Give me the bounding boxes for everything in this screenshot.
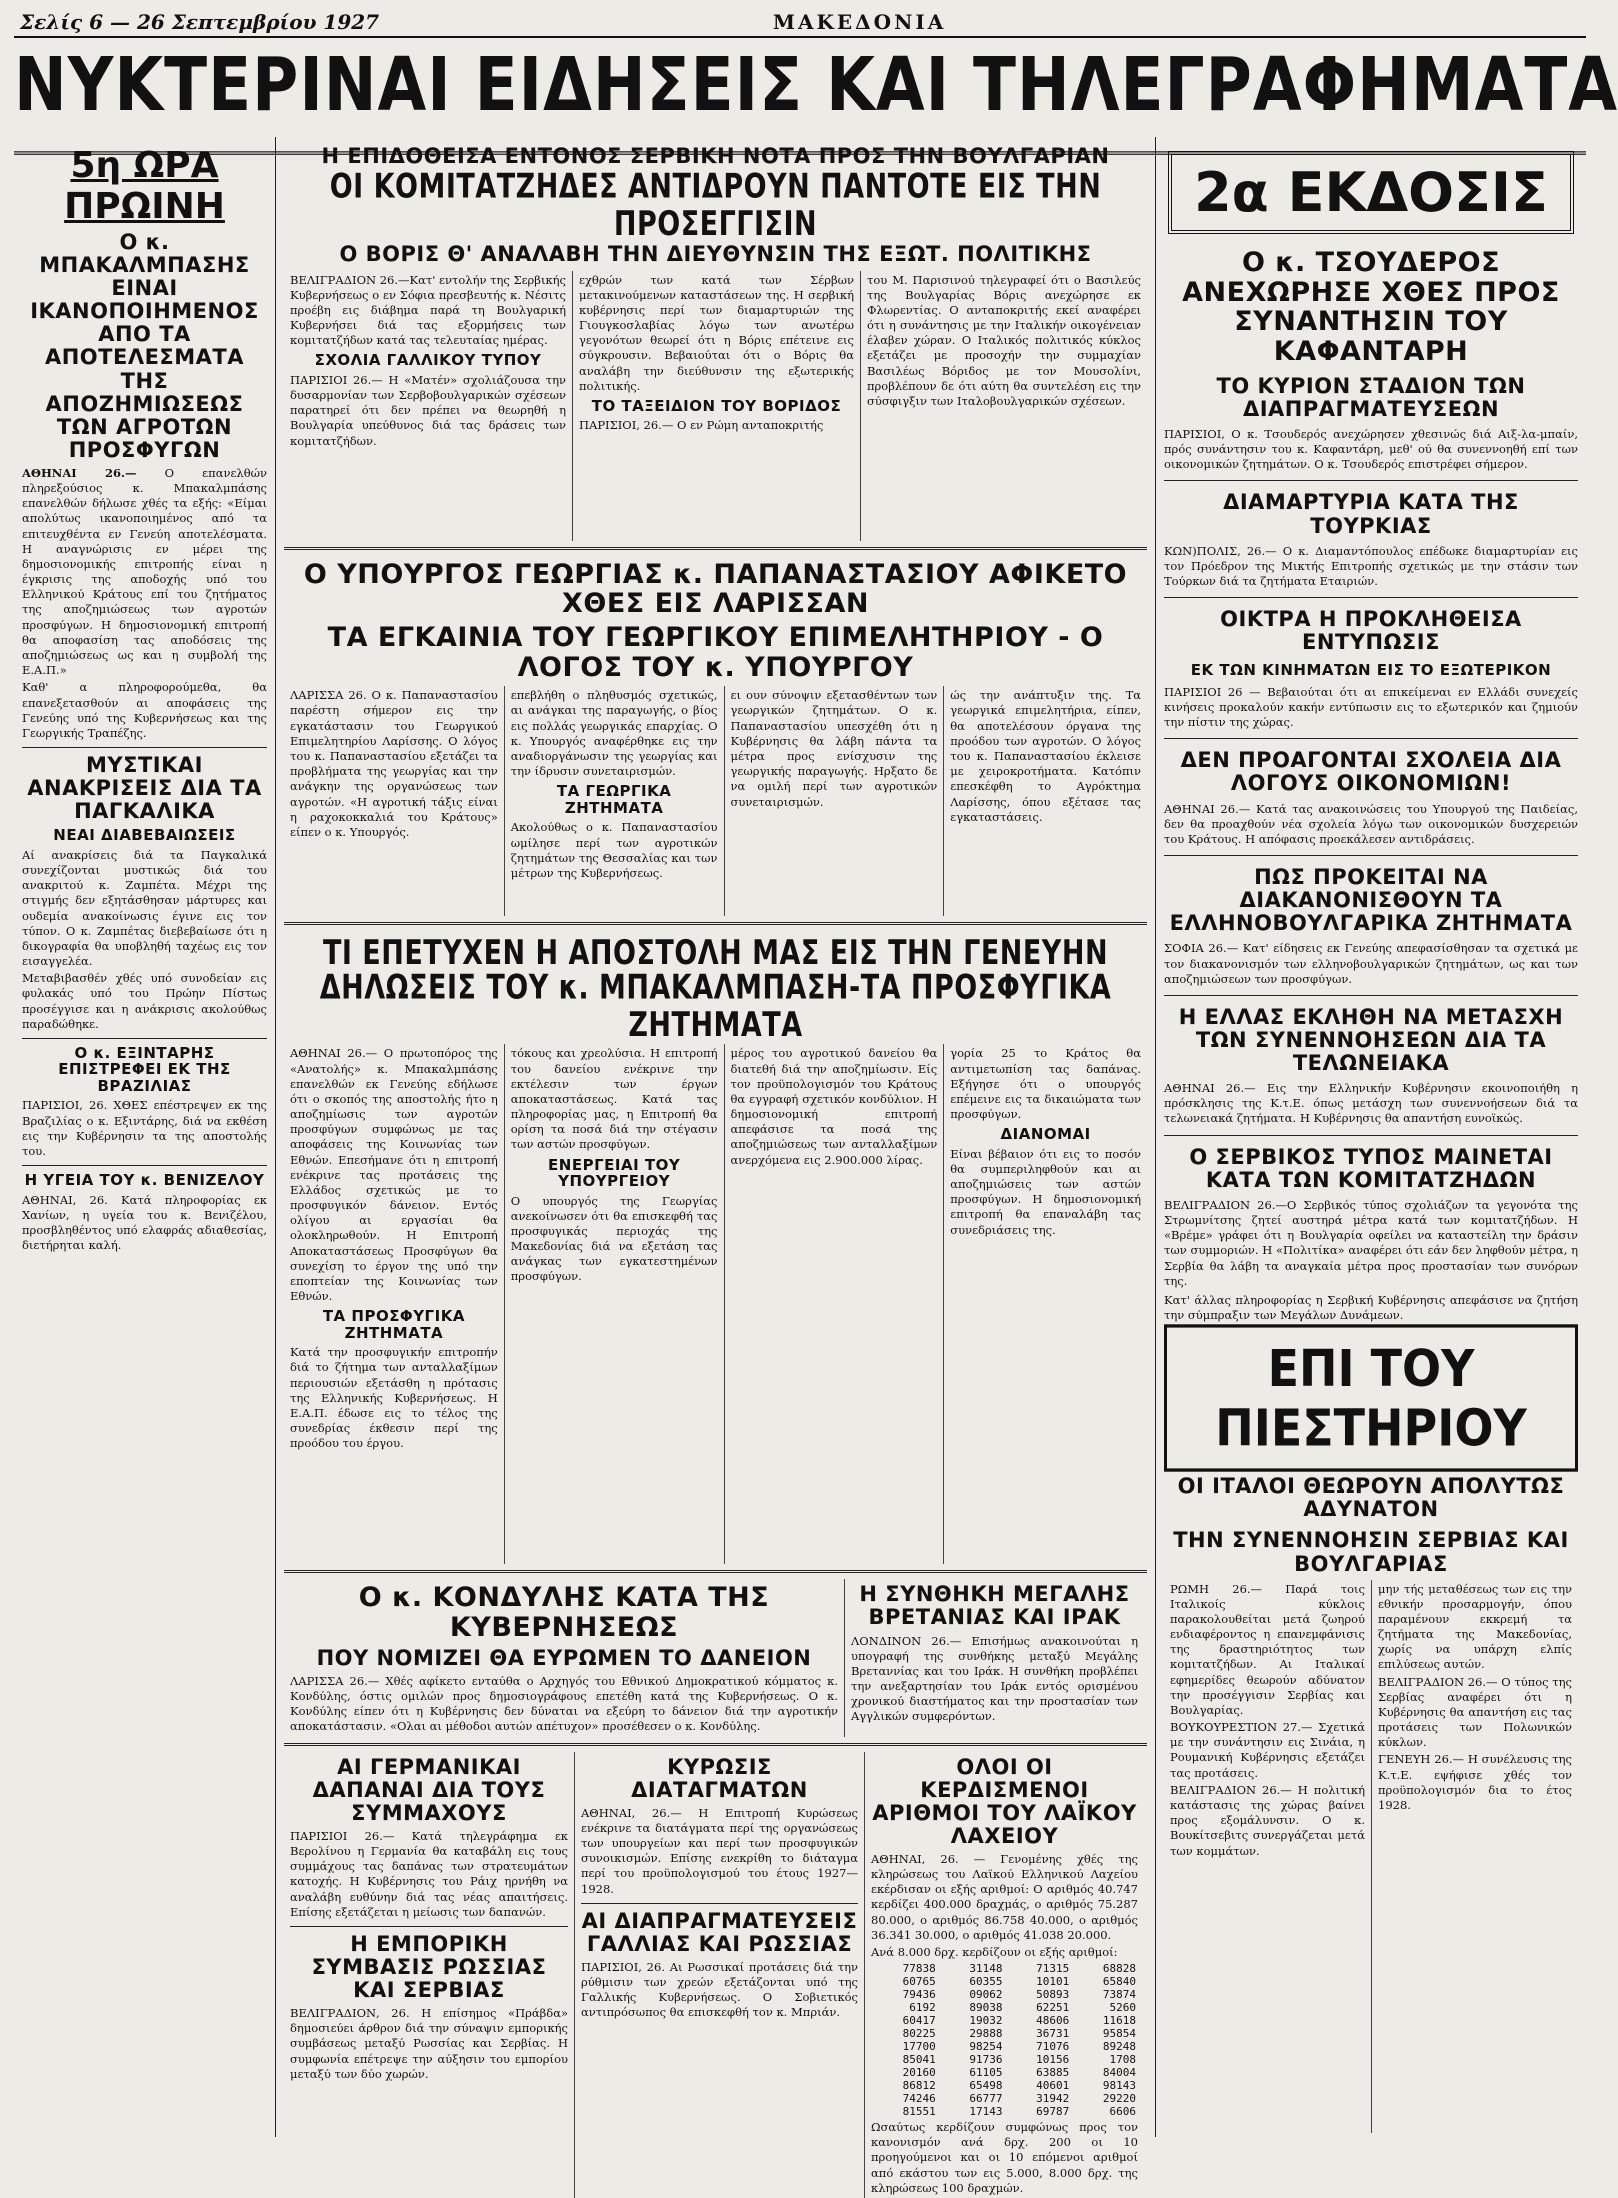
lottery-results <box>864 1752 1144 2198</box>
article-body: Ο υπουργός της Γεωργίας ανεκοίνωσεν ότι θα επισκεφθή τας προσφυγικάς περιοχάς της Μακεδονίας διά να εξετάση τας ανάγκας των εγκατεστημένων προσφύγων. <box>510 1193 718 1284</box>
article-headline: Ο κ. ΚΟΝΔΥΛΗΣ ΚΑΤΑ ΤΗΣ ΚΥΒΕΡΝΗΣΕΩΣ <box>358 1582 770 1644</box>
article-body: Ακολούθως ο κ. Παπαναστασίου ωμίλησε περί των αγροτικών ζητημάτων της Θεσσαλίας και των μέτρων της Κυβερνήσεως. <box>510 820 718 880</box>
article-body: Είναι βέβαιον ότι εις το ποσόν θα συμπεριληφθούν και αι αποζημιώσεις των αστών προσφύγων. Η δημοσιονομική επιτροπή θα επαναλάβη τας συνεδριάσεις της. <box>950 1146 1142 1237</box>
lottery-number: 98254 <box>969 2040 1003 2054</box>
lottery-number: 79436 <box>902 1988 936 2002</box>
article-headline: Ο κ. ΜΠΑΚΑΛΜΠΑΣΗΣ ΕΙΝΑΙ ΙΚΑΝΟΠΟΙΗΜΕΝΟΣ ΑΠΟ ΤΑ ΑΠΟΤΕΛΕΣΜΑΤΑ ΤΗΣ ΑΠΟΖΗΜΙΩΣΕΩΣ ΤΩΝ ΑΓΡΟΤΩΝ ΠΡΟΣΦΥΓΩΝ <box>30 230 259 462</box>
article-body: ΠΑΡΙΣΙΟΙ, 26. Αι Ρωσσικαί προτάσεις διά την ρύθμισιν των χρεών εξετάζονται υπό της Γαλλικής Κυβερνήσεως. Ο Σοβιετικός αντιπρόσωπος θα επισκεφθή τον κ. Μπριάν. <box>581 1959 858 2020</box>
article-body: ΑΘΗΝΑΙ, 26. Κατά πληροφορίας εκ Χανίων, η υγεία του κ. Βενιζέλου, προσβληθέντος υπό ελαφράς αδιαθεσίας, διετήρηται καλή. <box>22 1192 267 1253</box>
article-body: ΛΑΡΙΣΣΑ 26.— Χθές αφίκετο ενταύθα ο Αρχηγός του Εθνικού Δημοκρατικού κόμματος κ. Κονδύλης, όστις ομιλών προς δημοσιογράφους επετέθη κατά της Κυβερνήσεως. Ο κ. Κονδύλης είπεν ότι η Κυβέρνησις δεν δύναται να εξεύρη το δάνειον διά την αγροτικήν αποκατάστασιν. «Ολαι αι μέθοδοι αυτών απέτυχον» προσέθεσεν ο κ. Κονδύλης. <box>290 1673 838 1734</box>
article-geneva <box>284 931 1147 1564</box>
article-headline: ΔΙΑΜΑΡΤΥΡΙΑ ΚΑΤΑ ΤΗΣ ΤΟΥΡΚΙΑΣ <box>1223 490 1519 538</box>
section-subhead: ΤΑ ΠΡΟΣΦΥΓΙΚΑ ΖΗΤΗΜΑΤΑ <box>322 1307 465 1342</box>
article-body: ΑΘΗΝΑΙ, 26. — Γενομένης χθές της κληρώσεως του Λαϊκού Ελληνικού Λαχείου εκέρδισαν οι εξής αριθμοί: Ο αριθμός 40.747 κερδίζει 400.000 δραχμάς, ο αριθμός 75.287 80.000, ο αριθμός 86.758 40.000, ο αριθμός 36.341 30.000, ο αριθμός 41.038 20.000. <box>871 1851 1138 1942</box>
article-serbian-note <box>284 141 1147 541</box>
article-body: ΑΘΗΝΑΙ 26.— Ο πρωτοπόρος της «Ανατολής» κ. Μπακαλμπάσης επανελθών εκ Γενεύης εδήλωσε ότι ο σκοπός της αποστολής ήτο η αποζημίωσις των αγροτών προσφύγων συμφώνως με τας αποφάσεις της Κοινωνίας των Εθνών. Επεσήμανε ότι η επιτροπή ενέκρινε τας προτάσεις της Ελλάδος σχετικώς με το προσφυγικόν δάνειον. Εντός ολίγου αι εργασίαι θα ολοκληρωθούν. Η Επιτροπή Αποκαταστάσεως Προσφύγων θα συνεχίση το έργον της υπό την εποπτείαν της Κοινωνίας των Εθνών. <box>290 1046 498 1304</box>
lottery-number: 60417 <box>902 2014 936 2028</box>
masthead <box>14 10 1586 38</box>
article-body: Αί ανακρίσεις διά τα Παγκαλικά συνεχίζονται μυστικώς διά του ανακριτού κ. Ζαμπέτα. Μέχρι της στιγμής δεν εξητάσθησαν μάρτυρες και ουδεμία ανακοίνωσις έγινε εις τον τύπον. Ο κ. Ζαμπέτας διεβεβαίωσε ότι η δικογραφία θα υποβληθή ταχέως εις τον εισαγγελέα. <box>22 847 267 969</box>
lottery-number: 10101 <box>1036 1975 1070 1989</box>
lottery-number: 29220 <box>1102 2092 1136 2106</box>
edition-label: 5η ΩΡΑ ΠΡΩΙΝΗ <box>64 145 225 227</box>
lottery-number: 29888 <box>969 2027 1003 2041</box>
lottery-number: 81551 <box>902 2105 936 2119</box>
right-column <box>1156 137 1586 2137</box>
lottery-number: 17700 <box>902 2040 936 2054</box>
article-body: Κατά την προσφυγικήν επιτροπήν διά το ζήτημα των ανταλλαξίμων περιουσιών εξετάσθη η πρότασις της Ελληνικής Κυβερνήσεως. Η Ε.Α.Π. έδωσε εις το τέλος της συνεδρίας έκθεσιν περί της προόδου του έργου. <box>290 1345 498 1451</box>
lottery-number: 31942 <box>1036 2092 1070 2106</box>
article-body: μην τής μεταθέσεως των εις την εθνικήν προσαρμογήν, όπου παραμένουν εκκρεμή τα ζητήματα της Μακεδονίας, χωρίς να υπάρχη ελπίς επιλύσεως αυτών. <box>1378 1581 1572 1672</box>
lottery-row <box>871 2001 1138 2014</box>
article-headline: ΔΕΝ ΠΡΟΑΓΟΝΤΑΙ ΣΧΟΛΕΙΑ ΔΙΑ ΛΟΓΟΥΣ ΟΙΚΟΝΟΜΙΩΝ! <box>1180 748 1562 796</box>
article-body: Ανά 8.000 δρχ. κερδίζουν οι εξής αριθμοί: <box>871 1944 1118 1959</box>
article-body: ΠΑΡΙΣΙΟΙ 26.— Κατά τηλεγράφημα εκ Βερολίνου η Γερμανία θα καταβάλη εις τους συμμάχους τας δαπάνας των στρατευμάτων κατοχής. Η Κυβέρνησις του Ράιχ ηρνήθη να αναλάβη ευθύνην διά τας νέας απαιτήσεις. Επίσης εξετάζεται η μείωσις των δαπανών. <box>290 1828 568 1919</box>
article-headline: Η ΕΜΠΟΡΙΚΗ ΣΥΜΒΑΣΙΣ ΡΩΣΣΙΑΣ ΚΑΙ ΣΕΡΒΙΑΣ <box>311 1931 547 2003</box>
section-subhead: ΣΧΟΛΙΑ ΓΑΛΛΙΚΟΥ ΤΥΠΟΥ <box>314 351 542 370</box>
lottery-row <box>871 1975 1138 1988</box>
article-headline: Η ΣΥΝΘΗΚΗ ΜΕΓΑΛΗΣ ΒΡΕΤΑΝΙΑΣ ΚΑΙ ΙΡΑΚ <box>859 1582 1130 1630</box>
article-body: μέρος του αγροτικού δανείου θα διατεθή διά την αποζημίωσιν. Είς τον προϋπολογισμόν του Κράτους θα εγγραφή σχετικόν κονδύλιον. Η δημοσιονομική επιτροπή απεφάσισε τα ποσά της αποζημιώσεως των ανταλλαξίμων ανερχόμενα εις 2.900.000 λίρας. <box>730 1046 938 1167</box>
lottery-number: 89038 <box>969 2001 1003 2015</box>
lottery-number: 71315 <box>1036 1962 1070 1976</box>
lottery-number: 11618 <box>1102 2014 1136 2028</box>
lottery-number: 65498 <box>969 2079 1003 2093</box>
lottery-number: 65840 <box>1102 1975 1136 1989</box>
article-body: ΠΑΡΙΣΙΟΙ, Ο κ. Τσουδερός ανεχώρησεν χθεσινώς διά Αιξ-λα-μπαίν, πρός συνάντησιν του κ. Καφαντάρη, μεθ' ού θα συνεννοηθή επί των οικονομικών ζητημάτων. Ο κ. Τσουδερός επιστρέφει σήμερον. <box>1164 426 1578 472</box>
lottery-number: 60355 <box>969 1975 1003 1989</box>
lottery-row <box>871 2066 1138 2079</box>
article-headline: Η ΕΛΛΑΣ ΕΚΛΗΘΗ ΝΑ ΜΕΤΑΣΧΗ ΤΩΝ ΣΥΝΕΝΝΟΗΣΕΩΝ ΔΙΑ ΤΑ ΤΕΛΩΝΕΙΑΚΑ <box>1178 1004 1564 1076</box>
article-headline: ΔΗΛΩΣΕΙΣ ΤΟΥ κ. ΜΠΑΚΑΛΜΠΑΣΗ-ΤΑ ΠΡΟΣΦΥΓΙΚΑ ΖΗΤΗΜΑΤΑ <box>319 968 1112 1045</box>
section-subhead: ΔΙΑΝΟΜΑΙ <box>1000 1125 1091 1144</box>
lottery-row <box>871 1988 1138 2001</box>
article-body: του Μ. Παρισινού τηλεγραφεί ότι ο Βασιλεύς της Βουλγαρίας Βόρις ανεχώρησε εκ Φλωρεντίας. Ο ανταποκριτής εκεί αναφέρει ότι η συνάντησις με την Ιταλικήν οικογένειαν έλαβεν χώραν. Ο Ιταλικός πολιτικός κύκλος εξετάζει με προσοχήν την συμμαχίαν Βασιλέως Βόριδος με τον Μουσολίνι, προβλέπουν δε ότι αύτη θα συντελέση εις την σύσφιγξιν των Ιταλοβουλγαρικών σχέσεων. <box>866 272 1141 408</box>
article-headline: Ο ΣΕΡΒΙΚΟΣ ΤΥΠΟΣ ΜΑΙΝΕΤΑΙ ΚΑΤΑ ΤΩΝ ΚΟΜΙΤΑΤΖΗΔΩΝ <box>1189 1144 1553 1192</box>
page-banner: ΝΥΚΤΕΡΙΝΑΙ ΕΙΔΗΣΕΙΣ ΚΑΙ ΤΗΛΕΓΡΑΦΗΜΑΤΑ <box>14 38 1586 155</box>
article-body: Καθ' α πληροφορούμεθα, θα επανεξετασθούν αι αποφάσεις της Γενεύης υπό της Κυβερνήσεως και της Γεωργικής Τραπέζης. <box>22 680 267 740</box>
article-headline: ΠΩΣ ΠΡΟΚΕΙΤΑΙ ΝΑ ΔΙΑΚΑΝΟΝΙΣΘΟΥΝ ΤΑ ΕΛΛΗΝΟΒΟΥΛΓΑΡΙΚΑ ΖΗΤΗΜΑΤΑ <box>1169 865 1573 936</box>
lottery-number: 73874 <box>1102 1988 1136 2002</box>
lottery-row <box>871 2053 1138 2066</box>
lottery-number: 91736 <box>969 2053 1003 2067</box>
article-kondylis <box>284 1579 844 1736</box>
article-headline: ΟΛΟΙ ΟΙ ΚΕΡΔΙΣΜΕΝΟΙ ΑΡΙΘΜΟΙ ΤΟΥ ΛΑΪΚΟΥ ΛΑΧΕΙΟΥ <box>872 1754 1137 1848</box>
article-subheadline: ΝΕΑΙ ΔΙΑΒΕΒΑΙΩΣΕΙΣ <box>53 826 236 845</box>
lottery-number: 48606 <box>1036 2014 1070 2028</box>
article-body: ΚΩΝ)ΠΟΛΙΣ, 26.— Ο κ. Διαμαντόπουλος επέδωκε διαμαρτυρίαν εις τον Πρόεδρον της Μικτής Επιτροπής σχετικώς με την στάσιν των Τούρκων διά τα ζητήματα Εταιριών. <box>1164 543 1578 588</box>
lottery-number: 63885 <box>1036 2066 1070 2080</box>
article-body: ΑΘΗΝΑΙ 26.— Ο επανελθών πληρεξούσιος κ. Μπακαλμπάσης επανελθών δήλωσε χθές τα εξής: «Είμαι απολύτως ικανοποιημένος από τα επιτευχθέντα εν Γενεύη αποτελέσματα. Η αναγνώρισις εν μέρει της δημοσιονομικής επιτροπής είναι η έγκρισις της αποδοχής υπό του Ελληνικού Κράτους επί του ζητήματος της αποζημιώσεως των αγροτών προσφύγων. Η δημοσιονομική επιτροπή θα αποφασίση τας αποδόσεις της αποζημιώσεως ως και η συμβολή της Ε.Α.Π.» <box>22 465 267 678</box>
section-subhead: ΤΟ ΤΑΞΕΙΔΙΟΝ ΤΟΥ ΒΟΡΙΔΟΣ <box>591 396 842 415</box>
lottery-number: 98143 <box>1102 2079 1136 2093</box>
lottery-number: 89248 <box>1102 2040 1136 2054</box>
lottery-number: 71076 <box>1036 2040 1070 2054</box>
lottery-number: 50893 <box>1036 1988 1070 2002</box>
article-headline: Η ΥΓΕΙΑ ΤΟΥ κ. ΒΕΝΙΖΕΛΟΥ <box>24 1171 265 1190</box>
lottery-number: 95854 <box>1102 2027 1136 2041</box>
article-subheadline: ΕΚ ΤΩΝ ΚΙΝΗΜΑΤΩΝ ΕΙΣ ΤΟ ΕΞΩΤΕΡΙΚΟΝ <box>1190 661 1552 680</box>
lottery-number: 6192 <box>909 2001 936 2015</box>
lottery-row <box>871 2027 1138 2040</box>
article-body: ΓΕΝΕΥΗ 26.— Η συνέλευσις της Κ.τ.Ε. εψήφισε χθές τον προϋπολογισμόν δια το έτος 1928. <box>1378 1752 1572 1812</box>
lottery-number: 40601 <box>1036 2079 1070 2093</box>
lottery-number: 74246 <box>902 2092 936 2106</box>
lottery-number: 31148 <box>969 1962 1003 1976</box>
article-body: ΒΕΛΙΓΡΑΔΙΟΝ, 26. Η επίσημος «Πράβδα» δημοσιεύει άρθρον διά την σύναψιν εμπορικής συμβάσεως μεταξύ Ρωσσίας και Σερβίας. Η συμφωνία επέτρεψε την αύξησιν του εμπορίου μεταξύ των δύο χωρών. <box>290 2006 568 2081</box>
article-body: ΣΟΦΙΑ 26.— Κατ' είδησεις εκ Γενεύης απεφασίσθησαν τα σχετικά με τον διακανονισμόν των ελληνοβουλγαρικών ζητημάτων, ως και των αποζημιώσεων των προσφύγων. <box>1164 941 1578 986</box>
lottery-number: 20160 <box>902 2066 936 2080</box>
article-body: ΠΑΡΙΣΙΟΙ 26 — Βεβαιούται ότι αι επικείμεναι εν Ελλάδι συνεχείς κινήσεις προκαλούν κακήν εντύπωσιν εις το εξωτερικόν και ζημιούν την πίστιν της χώρας. <box>1164 684 1578 730</box>
lottery-number: 77838 <box>902 1962 936 1976</box>
lottery-row <box>871 2079 1138 2092</box>
lottery-number: 19032 <box>969 2014 1003 2028</box>
article-headline: ΤΑ ΕΓΚΑΙΝΙΑ ΤΟΥ ΓΕΩΡΓΙΚΟΥ ΕΠΙΜΕΛΗΤΗΡΙΟΥ - Ο ΛΟΓΟΣ ΤΟΥ κ. ΥΠΟΥΡΓΟΥ <box>327 621 1104 683</box>
article-body: ΛΟΝΔΙΝΟΝ 26.— Επισήμως ανακοινούται η υπογραφή της συνθήκης μεταξύ Μεγάλης Βρεταννίας και του Ιράκ. Η συνθήκη προβλέπει την ανεξαρτησίαν του Ιράκ εντός ορισμένου χρονικού διαστήματος και την προστασίαν των Αγγλικών συμφερόντων. <box>851 1633 1138 1724</box>
lottery-number: 5260 <box>1109 2001 1136 2015</box>
article-headline: Ο κ. ΕΞΙΝΤΑΡΗΣ ΕΠΙΣΤΡΕΦΕΙ ΕΚ ΤΗΣ ΒΡΑΖΙΛΙΑΣ <box>58 1043 231 1095</box>
lottery-number: 68828 <box>1102 1962 1136 1976</box>
lottery-number: 80225 <box>902 2027 936 2041</box>
article-headline: ΜΥΣΤΙΚΑΙ ΑΝΑΚΡΙΣΕΙΣ ΔΙΑ ΤΑ ΠΑΓΚΑΛΙΚΑ <box>27 753 262 824</box>
edition-badge: 2α ΕΚΔΟΣΙΣ <box>1168 151 1574 234</box>
article-headline: ΚΥΡΩΣΙΣ ΔΙΑΤΑΓΜΑΤΩΝ <box>631 1754 808 1802</box>
lottery-row <box>871 1962 1138 1975</box>
issue-date: Σελίς 6 — 26 Σεπτεμβρίου 1927 <box>20 10 380 34</box>
article-body: Μεταβιβασθέν χθές υπό συνοδείαν εις φυλακάς υπό του Πρώην Πίστως προσέγγισε και η ανάκρισις ακολούθως παραδώθηκε. <box>22 971 267 1031</box>
lottery-number: 86812 <box>902 2079 936 2093</box>
lottery-number: 09062 <box>969 1988 1003 2002</box>
section-subhead: ΕΝΕΡΓΕΙΑΙ ΤΟΥ ΥΠΟΥΡΓΕΙΟΥ <box>548 1155 681 1191</box>
article-kicker: Η ΕΠΙΔΟΘΕΙΣΑ ΕΝΤΟΝΟΣ ΣΕΡΒΙΚΗ ΝΟΤΑ ΠΡΟΣ ΤΗΝ ΒΟΥΛΓΑΡΙΑΝ <box>321 144 1110 168</box>
article-body: ΑΘΗΝΑΙ 26.— Κατά τας ανακοινώσεις του Υπουργού της Παιδείας, δεν θα προαχθούν νέα σχολεία λόγω των οικονομικών δυσχερειών του Κράτους. Η απόφασις προεκάλεσεν αντιδράσεις. <box>1164 801 1578 846</box>
section-subhead: ΤΑ ΓΕΩΡΓΙΚΑ ΖΗΤΗΜΑΤΑ <box>556 782 672 817</box>
article-body: ΒΕΛΙΓΡΑΔΙΟΝ 26.— Η πολιτική κατάστασις της χώρας βαίνει προς εξομάλυνσιν. Ο κ. Βουκίτσεβιτς συνεργάζεται μετά των κομμάτων. <box>1170 1782 1365 1858</box>
article-body: γορία 25 το Κράτος θα αντιμετωπίση τας δαπάνας. Εξήγησε ότι ο υπουργός επέμεινε εις τα δικαιώματα των προσφύγων. <box>950 1046 1142 1122</box>
lottery-row <box>871 2014 1138 2027</box>
middle-columns <box>276 137 1156 2195</box>
lottery-number: 84004 <box>1102 2066 1136 2080</box>
article-subheadline: ΟΙ ΙΤΑΛΟΙ ΘΕΩΡΟΥΝ ΑΠΟΛΥΤΩΣ ΑΔΥΝΑΤΟΝ <box>1177 1474 1565 1522</box>
lottery-row <box>871 2040 1138 2053</box>
article-headline: Ο ΥΠΟΥΡΓΟΣ ΓΕΩΡΓΙΑΣ κ. ΠΑΠΑΝΑΣΤΑΣΙΟΥ ΑΦΙΚΕΤΟ ΧΘΕΣ ΕΙΣ ΛΑΡΙΣΣΑΝ <box>303 558 1128 620</box>
article-body: ΒΕΛΙΓΡΑΔΙΟΝ 26.—Ο Σερβικός τύπος σχολιάζων τα γεγονότα της Στρωμνίτσης ζητεί αυστηρά μέτρα κατά των κομιτατζήδων. Η «Βρέμε» γράφει ότι η Βουλγαρία οφείλει να καταστείλη την δράσιν των συμμοριών. Η «Πολιτίκα» αναφέρει ότι εάν δεν ληφθούν μέτρα, η Σερβία θα λάβη τα αναγκαία μέτρα προς προστασίαν των συνόρων της. <box>1164 1197 1578 1288</box>
article-subheadline: ΠΟΥ ΝΟΜΙΖΕΙ ΘΑ ΕΥΡΩΜΕΝ ΤΟ ΔΑΝΕΙΟΝ <box>316 1645 812 1670</box>
press-headline-box: ΕΠΙ ΤΟΥ ΠΙΕΣΤΗΡΙΟΥ <box>1164 1325 1578 1472</box>
article-body: Ωσαύτως κερδίζουν συμφώνως προς τον κανονισμόν ανά δρχ. 200 οι 10 προηγούμενοι και οι 10 επόμενοι αριθμοί από εκάστου των εις 5.000, 8.000 δρχ. της κληρώσεως 100 δραχμών. <box>871 2120 1138 2195</box>
article-subheadline: Ο ΒΟΡΙΣ Θ' ΑΝΑΛΑΒΗ ΤΗΝ ΔΙΕΥΘΥΝΣΙΝ ΤΗΣ ΕΞΩΤ. ΠΟΛΙΤΙΚΗΣ <box>339 242 1092 267</box>
article-body: ΑΘΗΝΑΙ 26.— Εις την Ελληνικήν Κυβέρνησιν εκοινοποιήθη η πρόσκλησις της Κ.τ.Ε. όπως μετάσχη των συνεννοήσεων διά τα τελωνειακά ζητήματα. Η Κυβέρνησις θα απαντήση ευνοϊκώς. <box>1164 1081 1578 1126</box>
article-headline: Ο κ. ΤΣΟΥΔΕΡΟΣ ΑΝΕΧΩΡΗΣΕ ΧΘΕΣ ΠΡΟΣ ΣΥΝΑΝΤΗΣΙΝ ΤΟΥ ΚΑΦΑΝΤΑΡΗ <box>1182 247 1560 368</box>
lottery-number: 36731 <box>1036 2027 1070 2041</box>
article-body: ΠΑΡΙΣΙΟΙ 26.— Η «Ματέν» σχολιάζουσα την δυσαρμονίαν των Σερβοβουλγαρικών σχέσεων παρατηρεί ότι δεν πρέπει να θεωρηθή η Βουλγαρία υπεύθυνος διά τας δράσεις των κομιτατζήδων. <box>290 372 566 448</box>
lottery-number: 1708 <box>1109 2053 1136 2067</box>
lottery-row <box>871 2105 1138 2118</box>
article-body: επεβλήθη ο πληθυσμός σχετικώς, αι ανάγκαι της παραγωγής, ο βίος εις πολλάς γεωργικάς επαρχίας. Ο κ. Υπουργός αναφέρθηκε εις την αναδιοργάνωσιν της γεωργίας και την ίδρυσιν συνεταιρισμών. <box>510 688 718 779</box>
article-headline: ΟΙΚΤΡΑ Η ΠΡΟΚΛΗΘΕΙΣΑ ΕΝΤΥΠΩΣΙΣ <box>1220 607 1522 655</box>
article-body: εχθρών των κατά των Σέρβων μετακινούμενων καταστάσεων της. Η σερβική κυβέρνησις περί των διαμαρτυριών της Γιουγκοσλαβίας λόγω των ανωτέρω γεγονότων θεωρεί ότι η Βόρις επέτεινε εις σύγκρουσιν. Βεβαιούται ότι ο Βόρις θα αναλάβη την διεύθυνσιν της εξωτερικής πολιτικής. <box>578 272 854 393</box>
article-body: ώς την ανάπτυξιν της. Τα γεωργικά επιμελητήρια, είπεν, θα αποτελέσουν όργανα της προόδου των αγροτών. Ο λόγος του κ. Παπαναστασίου έκλεισε με χειροκροτήματα. Κατόπιν επεσκέφθη το Αγρόκτημα Λαρίσσης, όπου εξέτασε τας εγκαταστάσεις. <box>950 688 1142 824</box>
article-body: ΒΕΛΙΓΡΑΔΙΟΝ 26.— Ο τύπος της Σερβίας αναφέρει ότι η Κυβέρνησις θα απαντήση εις τας προτάσεις των Πολωνικών κύκλων. <box>1378 1674 1572 1750</box>
lottery-number: 60765 <box>902 1975 936 1989</box>
lottery-number: 6606 <box>1109 2105 1136 2119</box>
article-body: ΒΕΛΙΓΡΑΔΙΟΝ 26.—Κατ' εντολήν της Σερβικής Κυβερνήσεως ο εν Σόφια πρεσβευτής κ. Νέσιτς προέβη εις διάβημα παρά τη Βουλγαρική Κυβερνήσει διά τας εξορμήσεις των κομιτατζήδων κατά τας τελευταίας ημέρας. <box>290 272 566 348</box>
article-body: ει ουν σύνοψιν εξετασθέντων των γεωργικών ζητημάτων. Ο κ. Παπαναστασίου υπεσχέθη ότι η Κυβέρνησις θα λάβη πάντα τα μέτρα προς ενίσχυσιν της γεωργικής παραγωγής. Ηρξατο δε να ομιλή περί των αγροτικών συνεταιρισμών. <box>730 688 938 809</box>
article-body: ΠΑΡΙΣΙΟΙ, 26. ΧΘΕΣ επέστρεψεν εκ της Βραζιλίας ο κ. Εξιντάρης, διά να εκθέση εις την Κυβέρνησιν τα της αποστολής του. <box>22 1098 267 1158</box>
article-headline: ΤΙ ΕΠΕΤΥΧΕΝ Η ΑΠΟΣΤΟΛΗ ΜΑΣ ΕΙΣ ΤΗΝ ΓΕΝΕΥΗΝ <box>322 934 1109 974</box>
article-body: ΠΑΡΙΣΙΟΙ, 26.— Ο εν Ρώμη ανταποκριτής <box>578 418 824 433</box>
lottery-number: 66777 <box>969 2092 1003 2106</box>
paper-name: ΜΑΚΕΔΟΝΙΑ <box>772 10 947 34</box>
lottery-number: 62251 <box>1036 2001 1070 2015</box>
page-grid <box>14 137 1586 2195</box>
article-body: ΒΟΥΚΟΥΡΕΣΤΙΟΝ 27.— Σχετικά με την συνάντησιν εις Σινάια, η Ρουμανική Κυβέρνησις εξετάζει τας προτάσεις. <box>1170 1720 1365 1780</box>
lottery-number: 85041 <box>902 2053 936 2067</box>
article-body: τόκους και χρεολύσια. Η επιτροπή του δανείου ενέκρινε την εκτέλεσιν των έργων αποκαταστάσεως. Κατά τας πληροφορίας μας, η Επιτροπή θα ορίση τα ποσά διά την στέγασιν των αστών προσφύγων. <box>510 1046 718 1152</box>
article-body: Κατ' άλλας πληροφορίας η Σερβική Κυβέρνησις απεφάσισε να ζητήση την σύμπραξιν των Μεγάλων Δυνάμεων. <box>1164 1292 1578 1323</box>
lottery-row <box>871 2092 1138 2105</box>
lottery-number: 17143 <box>969 2105 1003 2119</box>
article-headline: ΑΙ ΔΙΑΠΡΑΓΜΑΤΕΥΣΕΙΣ ΓΑΛΛΙΑΣ ΚΑΙ ΡΩΣΣΙΑΣ <box>581 1908 858 1956</box>
article-body: ΡΩΜΗ 26.— Παρά τοις Ιταλικοίς κύκλοις παρακολουθείται μετά ζωηρού ενδιαφέροντος η επανεμφάνισις της δραστηριότητος των κομιτατζήδων. Αι Ιταλικαί εφημερίδες θεωρούν αδύνατον την προσέγγισιν Σερβίας και Βουλγαρίας. <box>1170 1581 1365 1717</box>
lottery-number: 69787 <box>1036 2105 1070 2119</box>
article-body: ΛΑΡΙΣΣΑ 26. Ο κ. Παπαναστασίου παρέστη σήμερον εις την εγκατάστασιν του Γεωργικού Επιμελητηρίου Λαρίσσης. Ο λόγος του κ. Παπαναστασίου εξετάζει τα προβλήματα της γεωργίας και την ανάγκην της οργανώσεως των αγροτών. «Η αγροτική τάξις είναι η ραχοκοκκαλιά του Κράτους» είπεν ο κ. Υπουργός. <box>290 688 498 839</box>
article-headline: ΟΙ ΚΟΜΙΤΑΤΖΗΔΕΣ ΑΝΤΙΔΡΟΥΝ ΠΑΝΤΟΤΕ ΕΙΣ ΤΗΝ ΠΡΟΣΕΓΓΙΣΙΝ <box>329 167 1102 244</box>
lottery-number: 61105 <box>969 2066 1003 2080</box>
left-column <box>14 137 276 2137</box>
lottery-table <box>871 1962 1138 2118</box>
article-subheadline: ΤΟ ΚΥΡΙΟΝ ΣΤΑΔΙΟΝ ΤΩΝ ΔΙΑΠΡΑΓΜΑΤΕΥΣΕΩΝ <box>1216 373 1526 421</box>
lottery-number: 10156 <box>1036 2053 1070 2067</box>
article-subheadline: ΤΗΝ ΣΥΝΕΝΝΟΗΣΙΝ ΣΕΡΒΙΑΣ ΚΑΙ ΒΟΥΛΓΑΡΙΑΣ <box>1173 1528 1569 1576</box>
article-headline: ΑΙ ΓΕΡΜΑΝΙΚΑΙ ΔΑΠΑΝΑΙ ΔΙΑ ΤΟΥΣ ΣΥΜΜΑΧΟΥΣ <box>312 1754 546 1825</box>
article-body: ΑΘΗΝΑΙ, 26.— Η Επιτροπή Κυρώσεως ενέκρινε τα διατάγματα περί της οργανώσεως των υπουργείων και περί των προσφυγικών συνοικισμών. Επίσης ενεκρίθη το διάταγμα περί του προϋπολογισμού του έτους 1927—1928. <box>581 1805 858 1896</box>
article-treaty <box>844 1579 1144 1736</box>
article-larisa <box>284 556 1147 917</box>
